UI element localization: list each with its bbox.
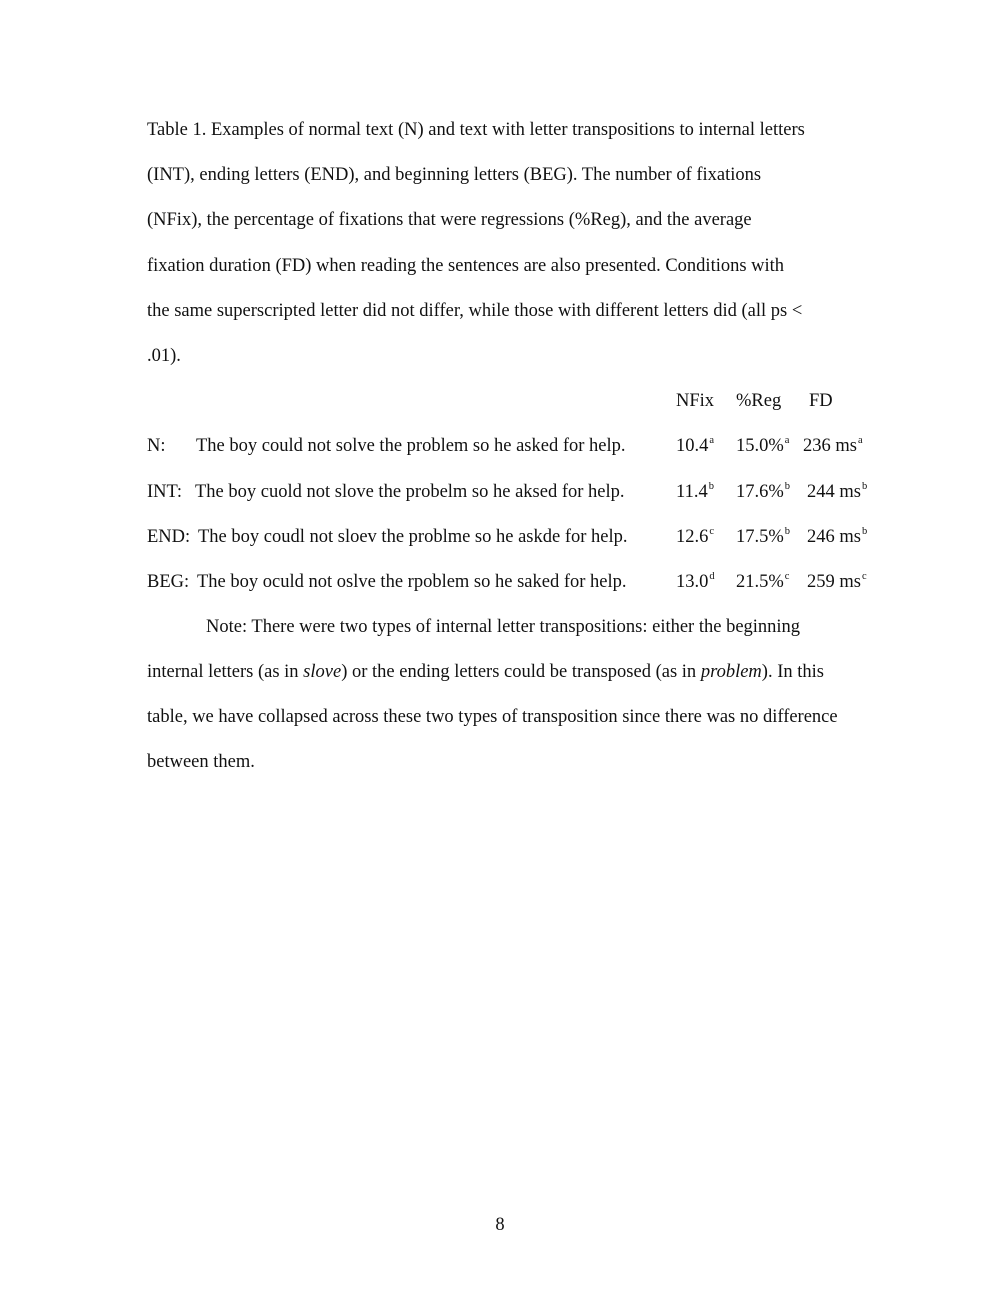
note-example-problem: problem <box>700 662 762 682</box>
page-number: 8 <box>495 1215 505 1235</box>
cell-nfix-beg: 13.0$^d$ <box>676 571 715 592</box>
caption-line-1: Table 1. Examples of normal text (N) and text with letter transpositions to internal letters <box>147 120 805 140</box>
caption-line-5: the same superscripted letter did not differ, while those with different letters did (all ps < <box>147 301 803 321</box>
note-line-4: between them. <box>147 752 255 772</box>
cell-fd-int: 244 $ms^b$ <box>807 481 868 502</box>
row-sentence-int: The boy cuold not slove the probelm so he aksed for help. <box>195 482 625 502</box>
note-line-2: internal letters (as in slove) or the ending letters could be transposed (as in problem). In this <box>147 662 824 682</box>
row-sentence-beg: The boy oculd not oslve the rpoblem so he saked for help. <box>197 572 627 592</box>
column-header-nfix: NFix <box>676 391 715 411</box>
cell-reg-n: 15.0%$^a$ <box>736 435 790 456</box>
caption-line-6: .01). <box>147 346 181 366</box>
cell-fd-beg: 259 $ms^c$ <box>807 571 867 592</box>
note-line-3: table, we have collapsed across these two types of transposition since there was no difference <box>147 707 838 727</box>
caption-line-2: (INT), ending letters (END), and beginning letters (BEG). The number of fixations <box>147 165 762 185</box>
caption-line-3: (NFix), the percentage of fixations that were regressions (%Reg), and the average <box>147 210 752 230</box>
cell-fd-n: 236 $ms^a$ <box>803 435 863 456</box>
note-line-1: Note: There were two types of internal letter transpositions: either the beginning <box>206 617 801 637</box>
row-sentence-end: The boy coudl not sloev the problme so he askde for help. <box>198 527 628 547</box>
cell-fd-end: 246 $ms^b$ <box>807 526 868 547</box>
row-sentence-n: The boy could not solve the problem so he asked for help. <box>196 436 626 456</box>
column-header-fd: FD <box>809 391 833 411</box>
caption-line-4: fixation duration (FD) when reading the sentences are also presented. Conditions with <box>147 256 785 276</box>
note-example-slove: slove <box>303 662 342 682</box>
cell-nfix-int: 11.4$^b$ <box>676 481 714 502</box>
cell-nfix-end: 12.6$^c$ <box>676 526 715 547</box>
cell-nfix-n: 10.4$^a$ <box>676 435 715 456</box>
cell-reg-beg: 21.5%$^c$ <box>736 571 790 592</box>
column-header-reg: %Reg <box>736 391 782 411</box>
cell-reg-int: 17.6%$^b$ <box>736 481 791 502</box>
cell-reg-end: 17.5%$^b$ <box>736 526 791 547</box>
row-label-n: N: <box>147 436 166 456</box>
row-label-end: END: <box>147 527 191 547</box>
row-label-beg: BEG: <box>147 572 190 592</box>
row-label-int: INT: <box>147 482 183 502</box>
